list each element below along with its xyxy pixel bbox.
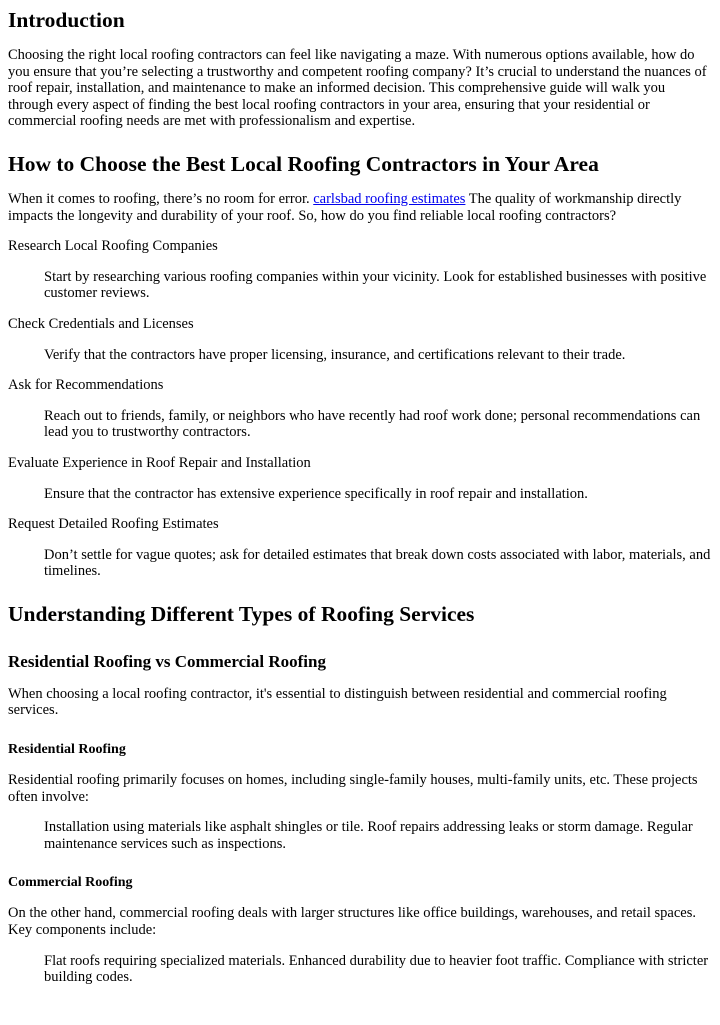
list-item-term: Request Detailed Roofing Estimates [8, 516, 219, 533]
list-item-term: Evaluate Experience in Roof Repair and Installation [8, 454, 311, 471]
types-paragraph: When choosing a local roofing contractor, it's essential to distinguish between residential and commercial roofing services. [8, 685, 667, 719]
types-subheading: Residential Roofing vs Commercial Roofing [8, 651, 326, 671]
commercial-paragraph: On the other hand, commercial roofing deals with larger structures like office buildings, warehouses, and retail spaces. Key components include: [8, 905, 696, 939]
list-item-desc: Reach out to friends, family, or neighbors who have recently had roof work done; personal recommendations can lead you to trustworthy contractors. [44, 407, 701, 441]
list-item-term: Research Local Roofing Companies [8, 238, 218, 255]
list-item-desc: Don’t settle for vague quotes; ask for detailed estimates that break down costs associated with labor, materials, and timelines. [44, 546, 711, 580]
types-heading: Understanding Different Types of Roofing Services [8, 601, 475, 626]
list-item-desc: Verify that the contractors have proper licensing, insurance, and certifications relevant to their trade. [44, 346, 626, 363]
residential-detail: Installation using materials like asphalt shingles or tile. Roof repairs addressing leaks or storm damage. Regular maintenance services such as inspections. [44, 819, 693, 852]
choose-paragraph [8, 191, 712, 224]
residential-heading: Residential Roofing [8, 742, 126, 758]
article [0, 8, 720, 986]
intro-heading: Introduction [8, 8, 125, 32]
intro-paragraph: Choosing the right local roofing contractors can feel like navigating a maze. With numerous options available, how do you ensure that you’re selecting a trustworthy and competent roofing company? It’s crucial to understand the nuances of roof repair, installation, and maintenance to make an informed decision. This comprehensive guide will walk you through every aspect of finding the best local roofing contractors in your area, ensuring that your residential or commercial roofing needs are met with professionalism and expertise. [8, 47, 707, 130]
list-item-desc: Start by researching various roofing companies within your vicinity. Look for established businesses with positive customer reviews. [44, 268, 707, 302]
list-item-term: Ask for Recommendations [8, 377, 164, 394]
choose-text-before: When it comes to roofing, there’s no room for error. [8, 190, 314, 207]
list-item-desc: Ensure that the contractor has extensive experience specifically in roof repair and installation. [44, 485, 588, 502]
commercial-heading: Commercial Roofing [8, 875, 133, 891]
list-item-term: Check Credentials and Licenses [8, 315, 194, 332]
carlsbad-roofing-estimates-link[interactable]: carlsbad roofing estimates [313, 190, 466, 207]
choose-heading: How to Choose the Best Local Roofing Contractors in Your Area [8, 151, 599, 176]
commercial-detail: Flat roofs requiring specialized materials. Enhanced durability due to heavier foot traffic. Compliance with stricter building codes. [44, 952, 709, 986]
residential-paragraph: Residential roofing primarily focuses on homes, including single-family houses, multi-family units, etc. These projects often involve: [8, 772, 698, 805]
choose-text-after: The quality of workmanship directly impacts the longevity and durability of your roof. So, how do you find reliable local roofing contractors? [8, 190, 682, 224]
